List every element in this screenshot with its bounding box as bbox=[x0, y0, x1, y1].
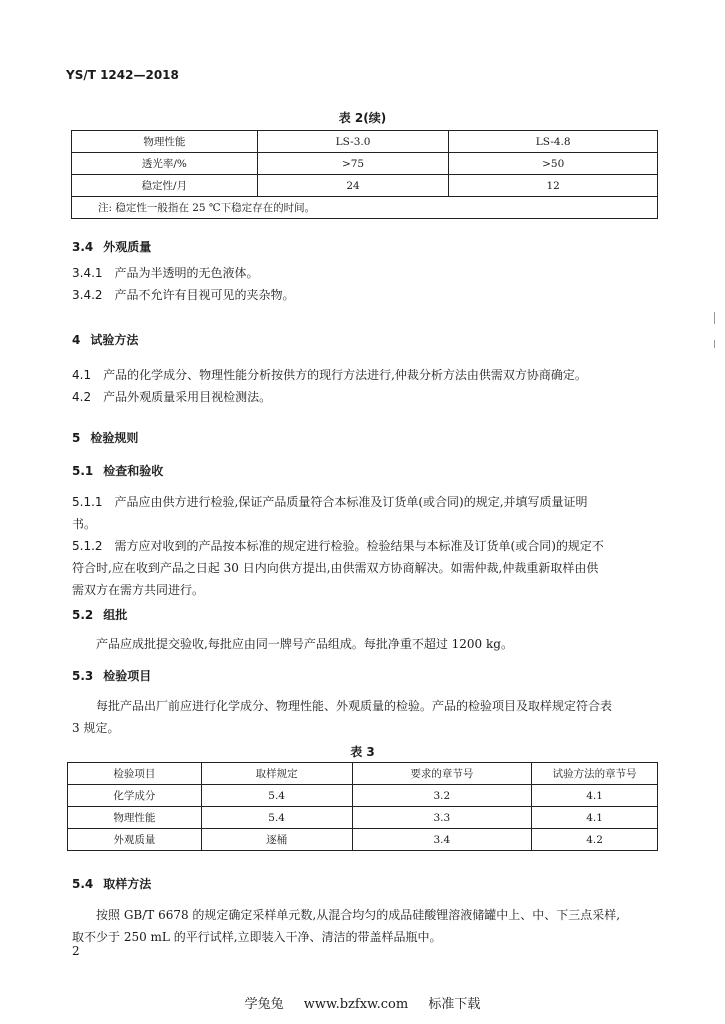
clause-number: 3.4.1 bbox=[72, 266, 103, 280]
section-title: 检验项目 bbox=[103, 669, 152, 683]
table-cell: 4.1 bbox=[532, 807, 658, 829]
table3-caption: 表 3 bbox=[350, 745, 375, 759]
clause-text-line: 按照 GB/T 6678 的规定确定采样单元数,从混合均匀的成品硅酸锂溶液储罐中上、中、下三点采样, bbox=[96, 908, 621, 922]
clause-5-1-2 bbox=[72, 535, 604, 557]
section-5-4-heading bbox=[72, 875, 151, 892]
table-cell: 5.4 bbox=[201, 785, 352, 807]
clause-text-line: 需方应对收到的产品按本标准的规定进行检验。检验结果与本标准及订货单(或合同)的规定不 bbox=[114, 539, 604, 553]
table-row bbox=[72, 153, 658, 175]
clause-4-1 bbox=[72, 364, 587, 386]
clause-number: 4.2 bbox=[72, 390, 92, 404]
footer-tagline: 标准下载 bbox=[428, 997, 481, 1012]
section-5-1-heading bbox=[72, 462, 163, 479]
table-row bbox=[68, 807, 658, 829]
table-cell: >75 bbox=[257, 153, 449, 175]
clause-text-line: 每批产品出厂前应进行化学成分、物理性能、外观质量的检验。产品的检验项目及取样规定符合表 bbox=[96, 699, 613, 713]
table-header-cell: 取样规定 bbox=[201, 763, 352, 785]
section-title: 试验方法 bbox=[90, 333, 139, 347]
clause-number: 4.1 bbox=[72, 368, 92, 382]
watermark-footer bbox=[0, 993, 725, 1012]
table-cell: 化学成分 bbox=[68, 785, 202, 807]
clause-text: 产品的化学成分、物理性能分析按供方的现行方法进行,仲裁分析方法由供需双方协商确定。 bbox=[103, 368, 587, 382]
table-cell: >50 bbox=[449, 153, 658, 175]
section-number: 5.1 bbox=[72, 464, 94, 478]
table-header-cell: 试验方法的章节号 bbox=[532, 763, 658, 785]
table-header-cell: 检验项目 bbox=[68, 763, 202, 785]
table-cell: 稳定性/月 bbox=[72, 175, 258, 197]
scan-edge-mark bbox=[714, 312, 715, 324]
clause-3-4-2 bbox=[72, 284, 295, 306]
clause-4-2 bbox=[72, 386, 271, 408]
section-number: 5.4 bbox=[72, 877, 94, 891]
clause-text: 产品不允许有目视可见的夹杂物。 bbox=[114, 288, 295, 302]
section-number: 5.2 bbox=[72, 608, 94, 622]
section-title: 组批 bbox=[103, 608, 128, 622]
table-header-cell: LS-3.0 bbox=[257, 131, 449, 153]
section-number: 5 bbox=[72, 431, 81, 445]
clause-text-line: 取不少于 250 mL 的平行试样,立即装入干净、清洁的带盖样品瓶中。 bbox=[72, 930, 442, 944]
table-cell: 3.2 bbox=[352, 785, 532, 807]
section-number: 4 bbox=[72, 333, 81, 347]
table-row bbox=[72, 175, 658, 197]
clause-text: 产品为半透明的无色液体。 bbox=[114, 266, 259, 280]
clause-text-line: 需双方在需方共同进行。 bbox=[72, 583, 205, 597]
table-row bbox=[68, 785, 658, 807]
clause-text-line: 符合时,应在收到产品之日起 30 日内向供方提出,由供需双方协商解决。如需仲裁,仲裁重新取样由供 bbox=[72, 561, 599, 575]
table-cell: 透光率/% bbox=[72, 153, 258, 175]
table-cell: 3.3 bbox=[352, 807, 532, 829]
clause-3-4-1 bbox=[72, 262, 259, 284]
table-header-cell: 要求的章节号 bbox=[352, 763, 532, 785]
table2-caption: 表 2(续) bbox=[338, 111, 387, 125]
table2-note: 注: 稳定性一般指在 25 ℃下稳定存在的时间。 bbox=[72, 197, 658, 219]
clause-5-1-1 bbox=[72, 491, 588, 513]
page-number: 2 bbox=[72, 944, 80, 958]
table-cell: 24 bbox=[257, 175, 449, 197]
section-5-2-heading bbox=[72, 606, 127, 623]
section-5-heading bbox=[72, 429, 138, 446]
table-cell: 物理性能 bbox=[68, 807, 202, 829]
section-title: 取样方法 bbox=[103, 877, 152, 891]
clause-number: 5.1.1 bbox=[72, 495, 103, 509]
clause-text: 产品外观质量采用目视检测法。 bbox=[103, 390, 272, 404]
table-header-row bbox=[72, 131, 658, 153]
table-header-cell: 物理性能 bbox=[72, 131, 258, 153]
clause-number: 5.1.2 bbox=[72, 539, 103, 553]
section-5-3-heading bbox=[72, 667, 151, 684]
table-cell: 逐桶 bbox=[201, 829, 352, 851]
table2 bbox=[71, 130, 658, 219]
table-cell: 4.1 bbox=[532, 785, 658, 807]
table-cell: 外观质量 bbox=[68, 829, 202, 851]
footer-site-name: 学兔兔 bbox=[244, 997, 284, 1012]
clause-text-line: 3 规定。 bbox=[72, 721, 120, 735]
section-number: 3.4 bbox=[72, 240, 94, 254]
section-title: 外观质量 bbox=[103, 240, 152, 254]
section-number: 5.3 bbox=[72, 669, 94, 683]
scan-edge-mark bbox=[714, 340, 715, 348]
clause-text: 产品应成批提交验收,每批应由同一牌号产品组成。每批净重不超过 1200 kg。 bbox=[96, 637, 513, 651]
section-title: 检验规则 bbox=[90, 431, 139, 445]
table3 bbox=[67, 762, 658, 851]
clause-text-line: 书。 bbox=[72, 517, 97, 531]
table-header-cell: LS-4.8 bbox=[449, 131, 658, 153]
table-note-row bbox=[72, 197, 658, 219]
clause-text-line: 产品应由供方进行检验,保证产品质量符合本标准及订货单(或合同)的规定,并填写质量证明 bbox=[114, 495, 588, 509]
section-title: 检查和验收 bbox=[103, 464, 164, 478]
clause-number: 3.4.2 bbox=[72, 288, 103, 302]
section-4-heading bbox=[72, 331, 138, 348]
table-cell: 4.2 bbox=[532, 829, 658, 851]
table-cell: 5.4 bbox=[201, 807, 352, 829]
table-header-row bbox=[68, 763, 658, 785]
section-3-4-heading bbox=[72, 238, 151, 255]
table-row bbox=[68, 829, 658, 851]
table-cell: 12 bbox=[449, 175, 658, 197]
footer-url: www.bzfxw.com bbox=[303, 997, 409, 1012]
standard-code: YS/T 1242—2018 bbox=[66, 68, 179, 82]
table-cell: 3.4 bbox=[352, 829, 532, 851]
